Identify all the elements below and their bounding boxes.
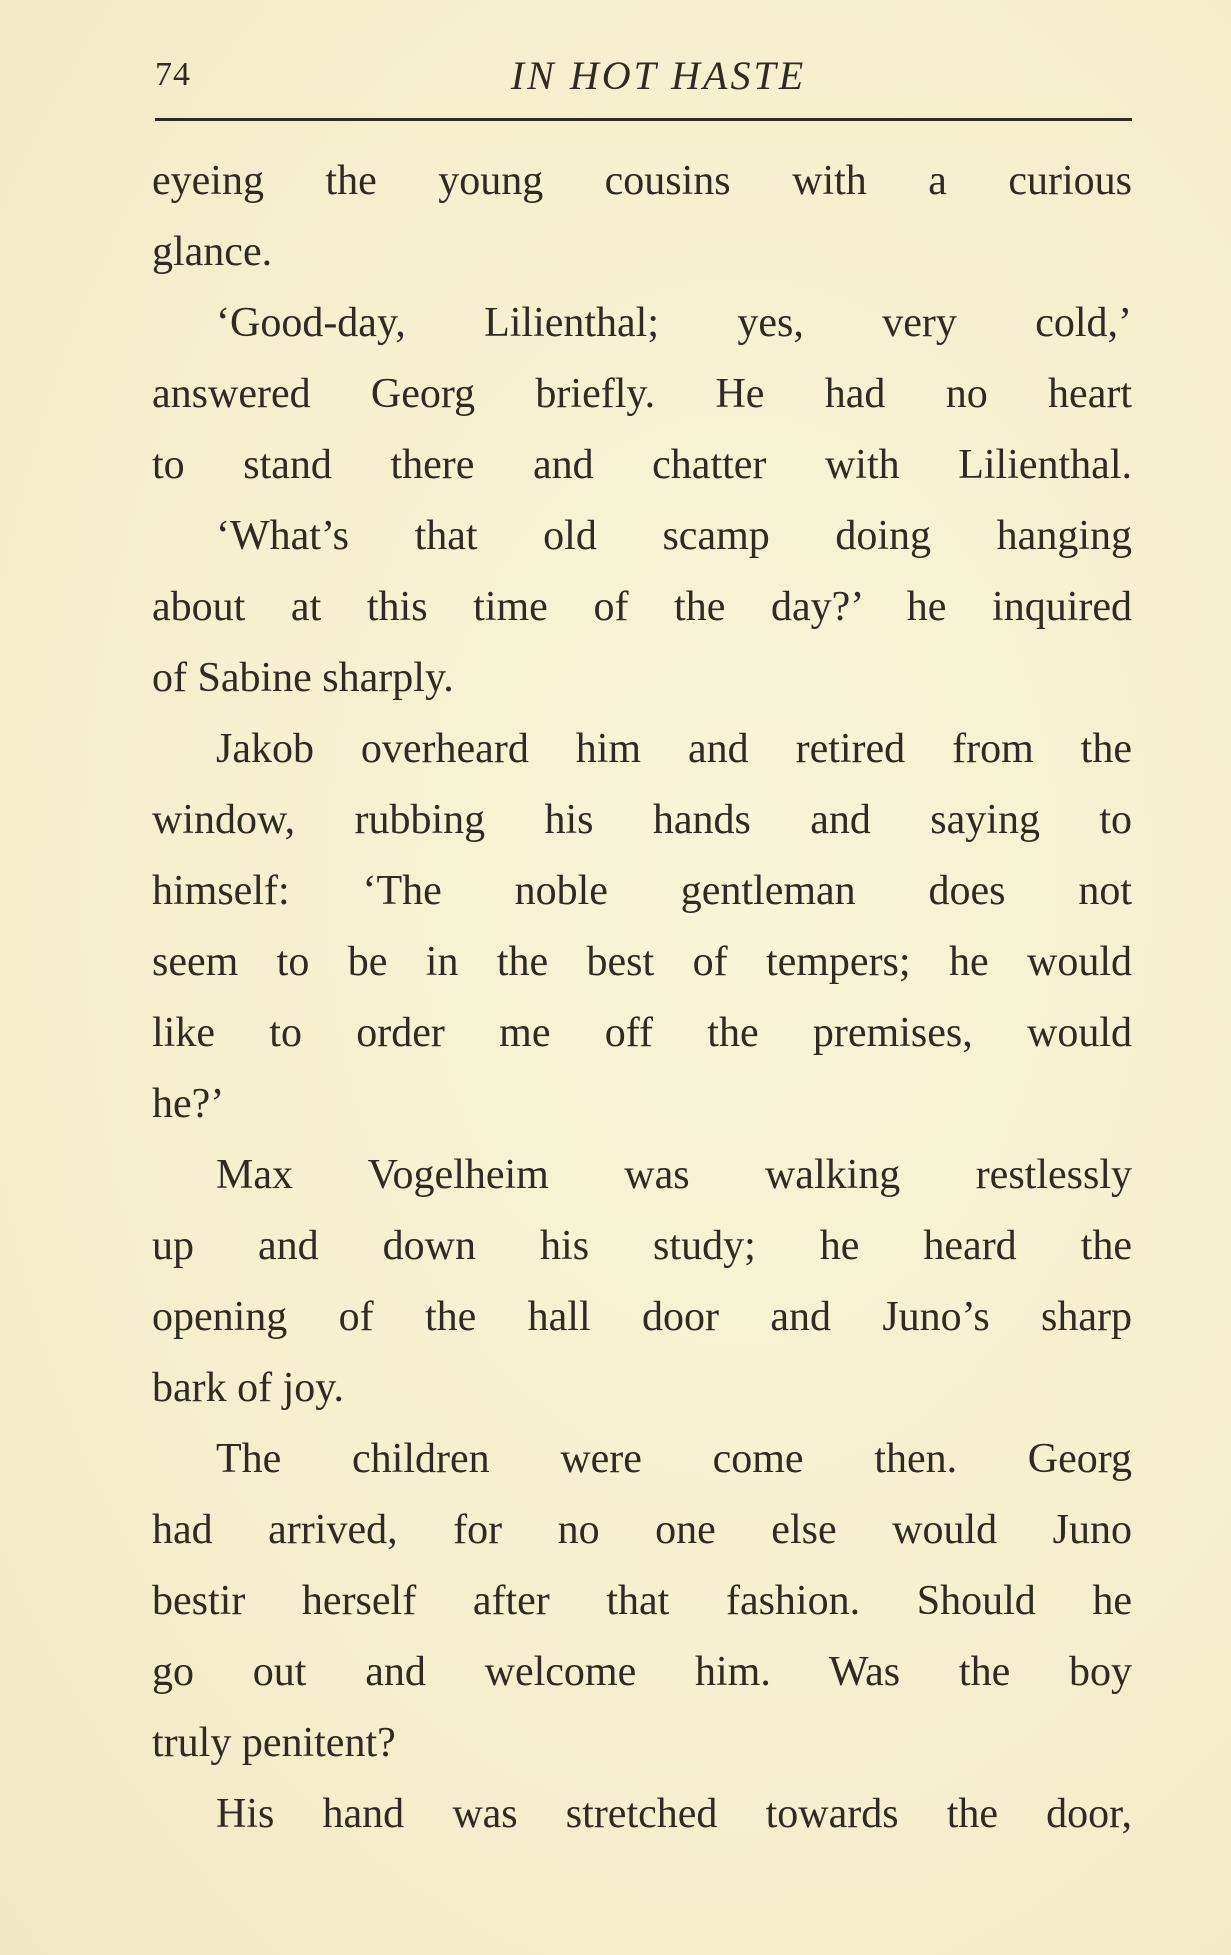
text-line: seem to be in the best of tempers; he would (152, 939, 1132, 985)
text-line: about at this time of the day?’ he inquired (152, 584, 1132, 630)
text-line: bestir herself after that fashion. Should he (152, 1578, 1132, 1624)
header-rule (155, 118, 1132, 121)
text-line: window, rubbing his hands and saying to (152, 797, 1132, 843)
text-line: bark of joy. (152, 1365, 345, 1411)
text-line: answered Georg briefly. He had no heart (152, 371, 1132, 417)
text-line: Max Vogelheim was walking restlessly (216, 1152, 1132, 1198)
running-head (155, 44, 1132, 104)
text-line: eyeing the young cousins with a curious (152, 158, 1132, 204)
page-number: 74 (155, 56, 191, 93)
text-line: glance. (152, 229, 273, 275)
text-line: The children were come then. Georg (216, 1436, 1132, 1482)
text-line: to stand there and chatter with Lilienthal. (152, 442, 1132, 488)
body-text (152, 146, 1132, 1850)
running-title: IN HOT HASTE (510, 53, 807, 98)
text-line: up and down his study; he heard the (152, 1223, 1132, 1269)
text-line: himself: ‘The noble gentleman does not (152, 868, 1132, 914)
text-line: go out and welcome him. Was the boy (152, 1649, 1132, 1695)
text-line: ‘What’s that old scamp doing hanging (216, 513, 1132, 559)
text-line: opening of the hall door and Juno’s sharp (152, 1294, 1132, 1340)
text-line: had arrived, for no one else would Juno (152, 1507, 1132, 1553)
text-line: ‘Good-day, Lilienthal; yes, very cold,’ (216, 300, 1132, 346)
text-line: like to order me off the premises, would (152, 1010, 1132, 1056)
text-line: truly penitent? (152, 1720, 396, 1766)
text-line: Jakob overheard him and retired from the (216, 726, 1132, 772)
text-line: of Sabine sharply. (152, 655, 454, 701)
text-line: His hand was stretched towards the door, (216, 1791, 1132, 1837)
text-line: he?’ (152, 1081, 225, 1127)
